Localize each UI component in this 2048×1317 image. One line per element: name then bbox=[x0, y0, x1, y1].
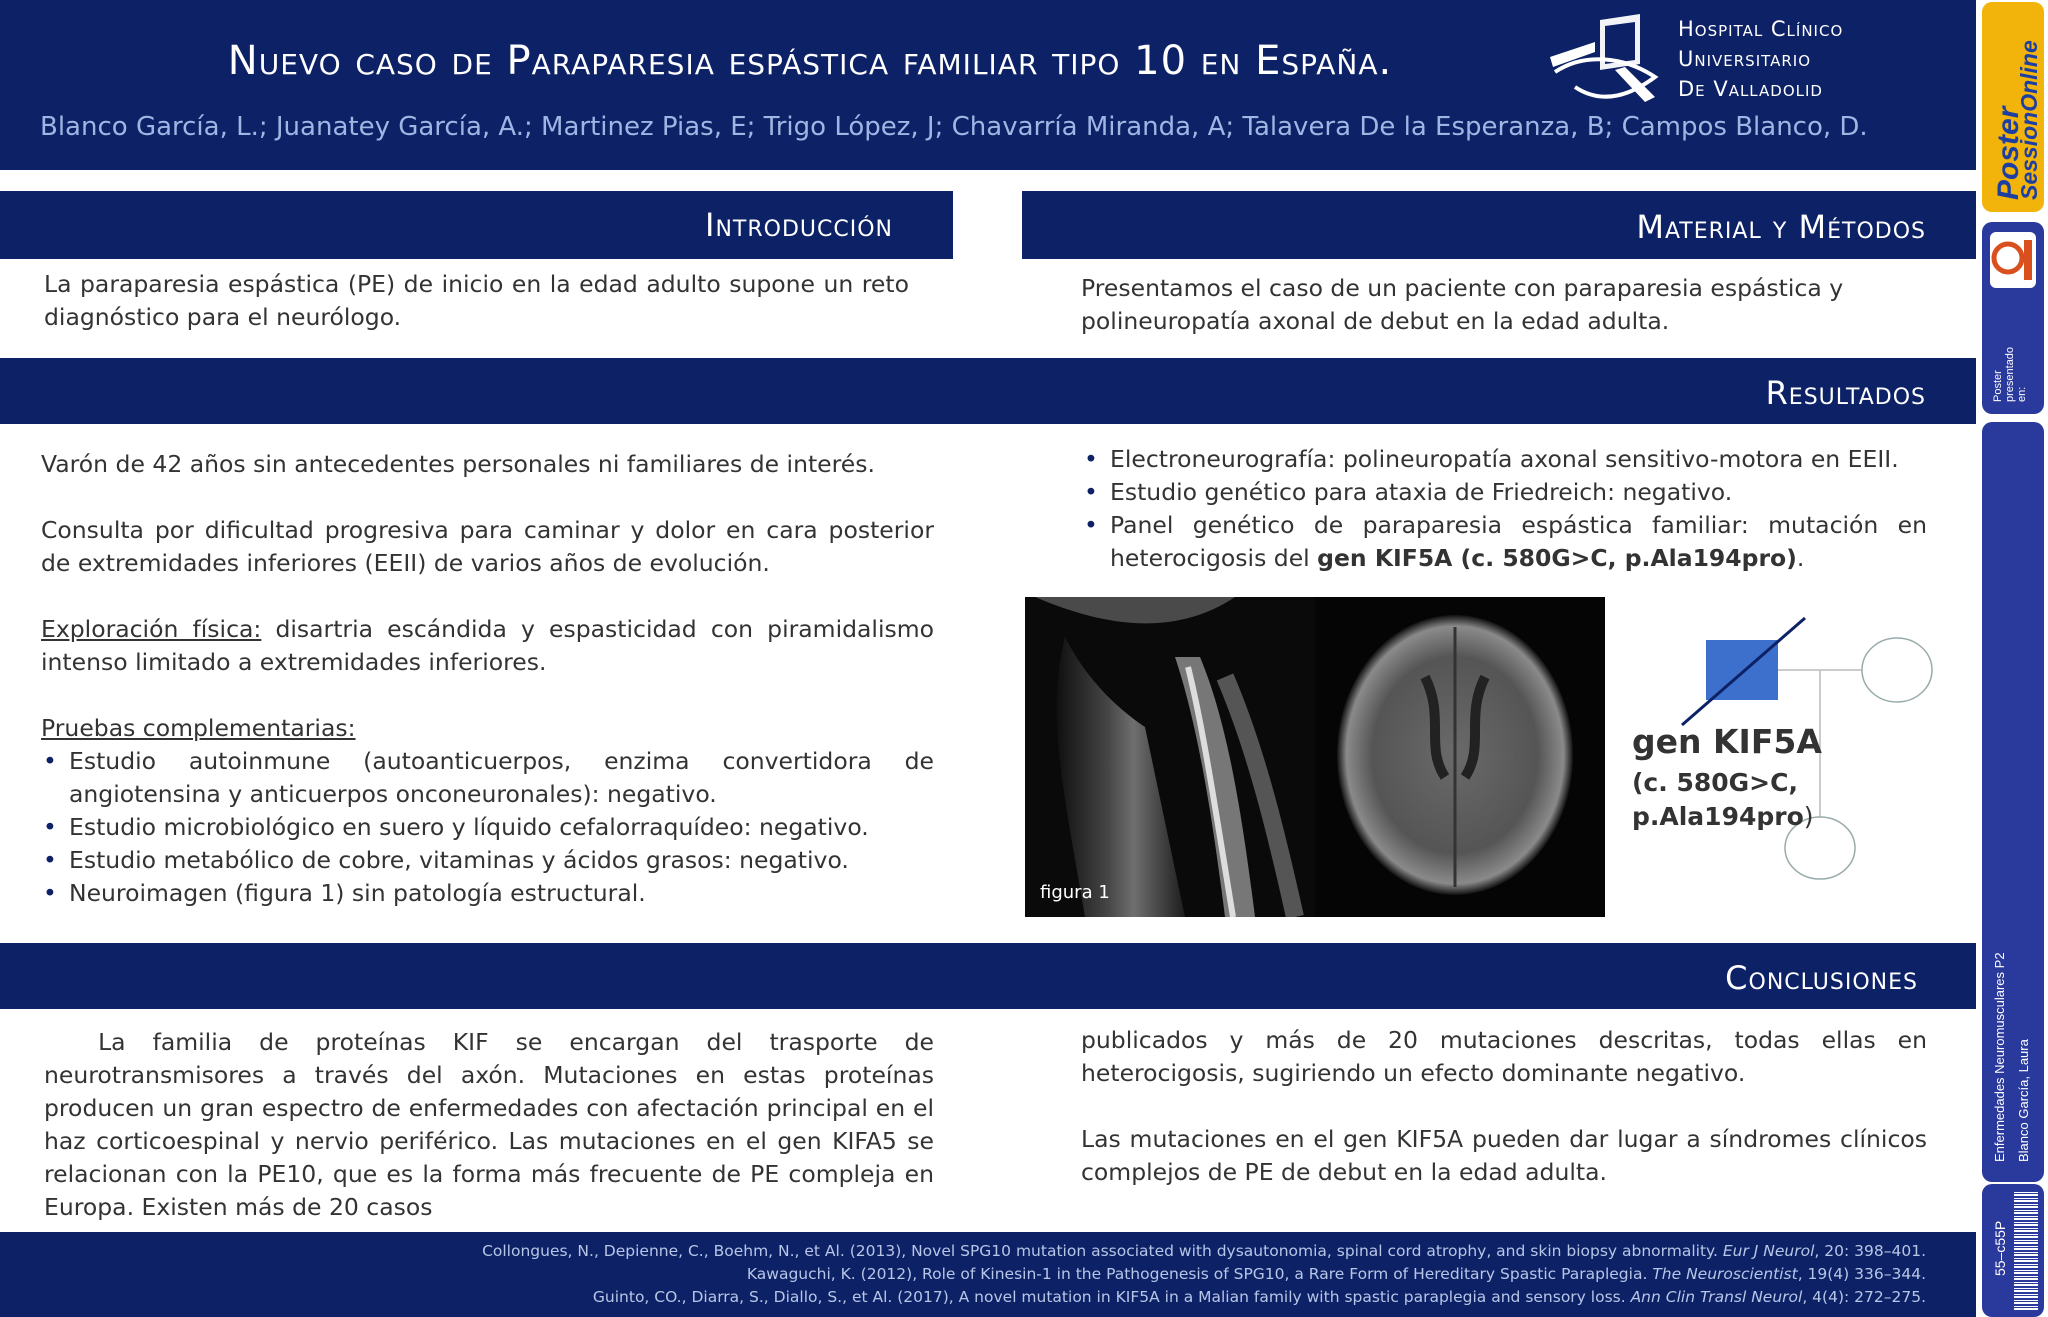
brand-poster: Poster bbox=[1992, 106, 2025, 200]
author-list: Blanco García, L.; Juanatey García, A.; Martinez Pias, E; Trigo López, J; Chavarría Miranda, A; Talavera De la Esperanza, B; Campos Blanco, D. bbox=[40, 112, 1868, 142]
hospital-line-3: De Valladolid bbox=[1678, 77, 1823, 101]
reference-item: Collongues, N., Depienne, C., Boehm, N., et Al. (2013), Novel SPG10 mutation associated with dysautonomia, spinal cord atrophy, and skin biopsy abnormality. Eur J Neurol, 20: 398–401. bbox=[482, 1242, 1926, 1260]
gene-variant-paren: ) bbox=[1803, 802, 1814, 831]
hospital-name bbox=[1678, 14, 1843, 104]
gene-title: gen KIF5A bbox=[1632, 722, 1822, 761]
list-item: • Estudio metabólico de cobre, vitaminas y ácidos grasos: negativo. bbox=[69, 844, 934, 877]
brand-session: SessionOnline bbox=[2016, 40, 2042, 200]
category-tab bbox=[1982, 422, 2044, 1182]
list-item: • Neuroimagen (figura 1) sin patología estructural. bbox=[69, 877, 934, 910]
section-material-metodos: Material y Métodos bbox=[1022, 191, 1976, 259]
mri-figure bbox=[1025, 597, 1605, 917]
category-label: Enfermedades Neuromusculares P2 bbox=[1992, 952, 2007, 1162]
results-left-column bbox=[41, 448, 934, 910]
congress-logo-icon bbox=[1990, 232, 2036, 288]
section-conclusiones: Conclusiones bbox=[0, 943, 1976, 1009]
intro-text: La paraparesia espástica (PE) de inicio en la edad adulto supone un reto diagnóstico para el neurólogo. bbox=[44, 270, 909, 331]
list-item: • Estudio microbiológico en suero y líquido cefalorraquídeo: negativo. bbox=[69, 811, 934, 844]
figure-label: figura 1 bbox=[1040, 882, 1110, 903]
physical-exam bbox=[41, 613, 934, 679]
list-item: • Estudio autoinmune (autoanticuerpos, enzima convertidora de angiotensina y anticuerpos onconeuronales): negativo. bbox=[69, 745, 934, 811]
list-item: • Estudio genético para ataxia de Friedreich: negativo. bbox=[1110, 476, 1927, 509]
mutation-gene: gen KIF5A (c. 580G>C, p.Ala194pro) bbox=[1317, 544, 1797, 572]
results-right-column bbox=[1082, 443, 1927, 575]
female-parent-symbol bbox=[1862, 638, 1932, 702]
physical-exam-label: Exploración física: bbox=[41, 615, 262, 643]
list-item bbox=[1110, 509, 1927, 575]
poster-title: Nuevo caso de Paraparesia espástica familiar tipo 10 en España. bbox=[227, 38, 1393, 84]
physical-exam-text: disartria escándida y espasticidad con piramidalismo intenso limitado a extremidades inferiores. bbox=[41, 615, 934, 676]
presented-label: Poster presentado en: bbox=[1992, 346, 2028, 402]
mutation-text: Panel genético de paraparesia espástica familiar: mutación en heterocigosis del bbox=[1110, 511, 1927, 572]
gene-variant-line1: (c. 580G>C, bbox=[1632, 768, 1798, 797]
conclusions-left: La familia de proteínas KIF se encargan del trasporte de neurotransmisores a través del axón. Mutaciones en estas proteínas producen un gran espectro de enfermedades con afectación principal en el haz corticoespinal y nervio periférico. Las mutaciones en el gen KIFA5 se relacionan con la PE10, que es la forma más frecuente de PE compleja en Europa. Existen más de 20 casos bbox=[44, 1028, 942, 1221]
conclusions-para-2: Las mutaciones en el gen KIF5A pueden dar lugar a síndromes clínicos complejos de PE de debut en la edad adulta. bbox=[1081, 1125, 1927, 1186]
case-description: Varón de 42 años sin antecedentes personales ni familiares de interés. bbox=[41, 450, 875, 478]
tests-list bbox=[41, 745, 934, 910]
poster-session-online-logo bbox=[1982, 2, 2044, 212]
gene-variant-line2: p.Ala194pro bbox=[1632, 802, 1804, 831]
references-list bbox=[0, 1240, 1926, 1309]
methods-text: Presentamos el caso de un paciente con paraparesia espástica y polineuropatía axonal de debut en la edad adulta. bbox=[1081, 274, 1844, 335]
hospital-line-1: Hospital Clínico bbox=[1678, 17, 1844, 41]
deceased-line bbox=[1682, 618, 1805, 725]
mutation-period: . bbox=[1796, 544, 1805, 572]
presented-at-tab bbox=[1982, 222, 2044, 414]
reference-item: Guinto, CO., Diarra, S., Diallo, S., et Al. (2017), A novel mutation in KIF5A in a Malian family with spastic paraplegia and sensory loss. Ann Clin Transl Neurol, 4(4): 272–275. bbox=[592, 1288, 1926, 1306]
genetic-results-list bbox=[1082, 443, 1927, 575]
reference-item: Kawaguchi, K. (2012), Role of Kinesin-1 in the Pathogenesis of SPG10, a Rare Form of Hereditary Spastic Paraplegia. The Neuroscientist, 19(4) 336–344. bbox=[746, 1265, 1926, 1283]
case-complaint: Consulta por dificultad progresiva para caminar y dolor en cara posterior de extremidades inferiores (EEII) de varios años de evolución. bbox=[41, 516, 934, 577]
sidebar-author: Blanco García, Laura bbox=[2016, 1039, 2031, 1162]
barcode-icon bbox=[2014, 1192, 2038, 1310]
list-item: • Electroneurografía: polineuropatía axonal sensitivo-motora en EEII. bbox=[1110, 443, 1927, 476]
poster-code-tab bbox=[1982, 1184, 2044, 1317]
section-introduccion: Introducción bbox=[0, 191, 953, 259]
poster-code: 55–c55P bbox=[1992, 1220, 2008, 1276]
conclusions-para-1: publicados y más de 20 mutaciones descritas, todas ellas en heterocigosis, sugiriendo un efecto dominante negativo. bbox=[1081, 1026, 1927, 1087]
conclusions-right bbox=[1081, 1024, 1927, 1189]
hospital-line-2: Universitario bbox=[1678, 47, 1812, 71]
section-resultados: Resultados bbox=[0, 358, 1976, 424]
mri-image bbox=[1025, 597, 1605, 917]
tests-label: Pruebas complementarias: bbox=[41, 714, 356, 742]
gene-variant bbox=[1632, 766, 1814, 834]
hospital-logo-icon bbox=[1545, 12, 1675, 112]
